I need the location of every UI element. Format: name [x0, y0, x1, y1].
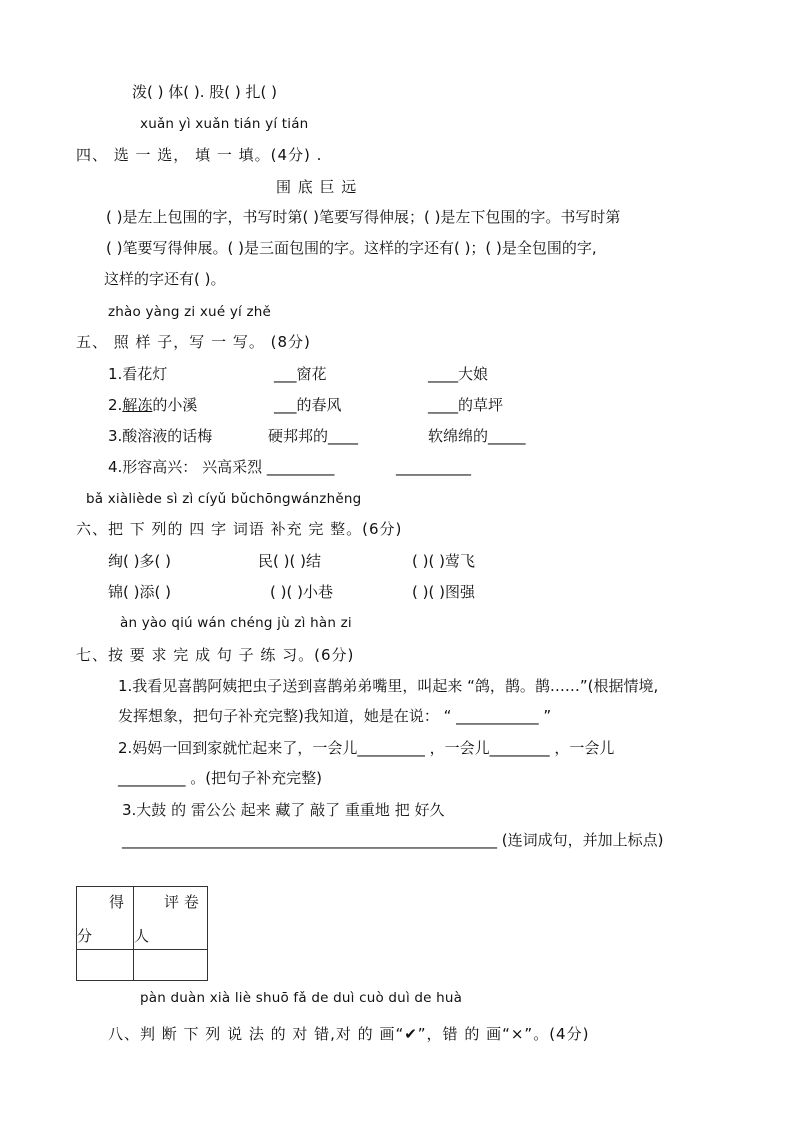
fill-line-chars: 泼( ) 体( ). 股( ) 扎( ) — [132, 83, 277, 101]
section-7-title: 七、按 要 求 完 成 句 子 练 习。(6分) — [76, 646, 355, 664]
s7-q2-line-1: 2.妈妈一回到家就忙起来了，一会儿_________ ，一会儿________ ，一会儿 — [118, 739, 615, 757]
section-4-paragraph-line-2: ( )笔要写得伸展。( )是三面包围的字。这样的字还有( )；( )是全包围的字, — [106, 239, 597, 257]
score-table — [76, 886, 208, 981]
pinyin-heading-6: bǎ xiàliède sì zì cíyǔ bǔchōngwánzhěng — [86, 491, 362, 507]
s7-q3-answer-line: __________________________________________________ (连词成句，并加上标点) — [122, 831, 664, 849]
grader-label-bottom: 人 — [134, 927, 150, 945]
score-cell-header — [77, 887, 134, 950]
s6-r2-b: ( )( )小巷 — [270, 583, 333, 601]
grader-input-cell[interactable] — [134, 950, 208, 981]
pinyin-heading-4: xuǎn yì xuǎn tián yí tián — [140, 116, 309, 132]
pinyin-heading-5: zhào yàng zi xué yí zhě — [108, 304, 271, 320]
s5-r2-c: ____的草坪 — [428, 396, 504, 414]
section-8-title: 八、判 断 下 列 说 法 的 对 错,对 的 画“✔”，错 的 画“×”。(4分) — [108, 1025, 590, 1043]
pinyin-heading-8: pàn duàn xià liè shuō fǎ de duì cuò duì de huà — [140, 990, 463, 1006]
s5-r4-b: __________ — [396, 458, 471, 476]
s5-r3-a: 3.酸溶液的话梅 — [108, 427, 213, 445]
s6-r2-c: ( )( )图强 — [412, 583, 475, 601]
s5-r2-a-pre: 2. — [108, 396, 123, 414]
s5-r1-c: ____大娘 — [428, 365, 489, 383]
s5-r3-b: 硬邦邦的____ — [268, 427, 359, 445]
section-4-paragraph-line-3: 这样的字还有( )。 — [104, 270, 226, 288]
s5-r2-a-underlined: 解冻 — [122, 396, 153, 414]
s5-r2-a — [108, 395, 197, 415]
score-label-bottom: 分 — [77, 927, 93, 945]
s5-r3-c: 软绵绵的_____ — [428, 427, 526, 445]
s5-r2-a-post: 的小溪 — [152, 396, 198, 414]
s6-r2-a: 锦( )添( ) — [108, 583, 171, 601]
s5-r1-a: 1.看花灯 — [108, 365, 168, 383]
s5-r4-a: 4.形容高兴： 兴高采烈 _________ — [108, 458, 335, 476]
s6-r1-a: 绚( )多( ) — [108, 552, 171, 570]
section-4-char-options: 围 底 巨 远 — [276, 178, 358, 196]
s6-r1-c: ( )( )莺飞 — [412, 552, 475, 570]
s6-r1-b: 民( )( )结 — [258, 552, 321, 570]
section-5-title: 五、 照 样 子，写 一 写。 (8分) — [76, 333, 311, 351]
grader-cell-header — [134, 887, 208, 950]
s7-q1-line-2: 发挥想象，把句子补充完整)我知道，她是在说： “ ___________ ” — [118, 707, 552, 725]
score-label-top: 得 — [109, 893, 125, 911]
s5-r1-b: ___窗花 — [274, 365, 327, 383]
section-4-paragraph-line-1: ( )是左上包围的字，书写时第( )笔要写得伸展；( )是左下包围的字。书写时第 — [106, 208, 621, 226]
s5-r2-b: ___的春风 — [274, 396, 342, 414]
s7-q2-line-2: _________ 。(把句子补充完整) — [118, 769, 322, 787]
pinyin-heading-7: àn yào qiú wán chéng jù zì hàn zi — [120, 615, 352, 631]
score-input-cell[interactable] — [77, 950, 134, 981]
grader-label-top: 评 卷 — [164, 893, 199, 911]
section-6-title: 六、把 下 列的 四 字 词语 补充 完 整。(6分) — [76, 520, 403, 538]
section-4-title: 四、 选 一 选， 填 一 填。(4分) . — [76, 146, 323, 164]
s7-q3-words: 3.大鼓 的 雷公公 起来 藏了 敲了 重重地 把 好久 — [122, 801, 445, 819]
s7-q1-line-1: 1.我看见喜鹊阿姨把虫子送到喜鹊弟弟嘴里，叫起来 “鸽，鹊。鹊……”(根据情境, — [118, 677, 659, 695]
